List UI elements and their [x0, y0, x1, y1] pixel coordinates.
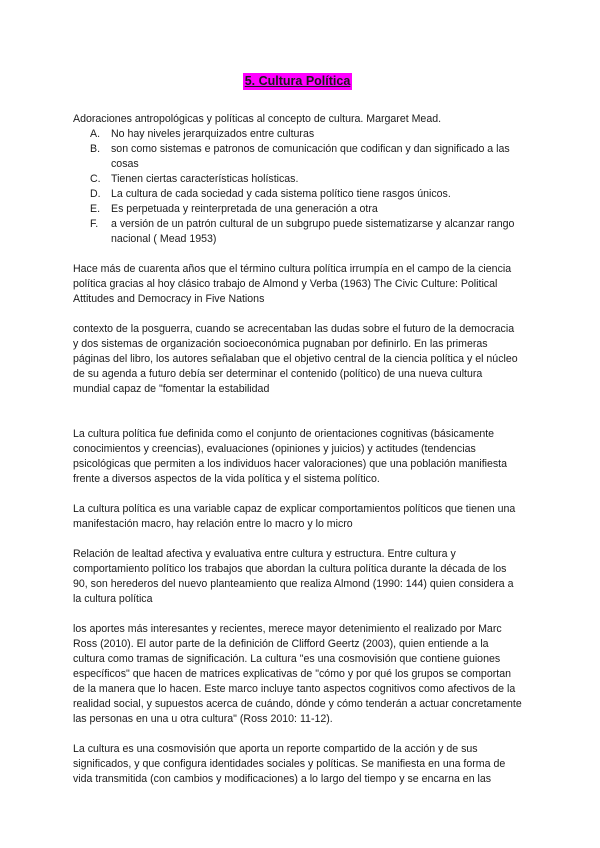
paragraph-ross: los aportes más interesantes y recientes, merece mayor detenimiento el realizado por Marc Ross (2010). El autor parte de la definición de Clifford Geertz (2003), quien entiende a la cultura como tramas de significación. La cultura "es una cosmovisión que contiene guiones específicos" que hacen de matrices explicativas de "cómo y por qué los grupos se comportan de la manera que lo hacen. Este marco incluye tanto aspectos cognitivos como afectivos de la realidad social, y supuestos acerca de cuándo, dónde y cómo tenderán a actuar concretamente las personas en una u otra cultura" (Ross 2010: 11-12). [73, 623, 522, 725]
paragraph-posguerra: contexto de la posguerra, cuando se acrecentaban las dudas sobre el futuro de la democracia y dos sistemas de organización socioeconómica pugnaban por definirlo. En las primeras páginas del libro, los autores señalaban que el objetivo central de la ciencia política y el núcleo de su agenda a futuro debía ser determinar el contenido (político) de una nueva cultura mundial capaz de "fomentar la estabilidad [73, 323, 518, 395]
paragraph-definicion: La cultura política fue definida como el conjunto de orientaciones cognitivas (básicamente conocimientos y creencias), evaluaciones (opiniones y juicios) y actitudes (tendencias psicológicas que permiten a los individuos hacer valoraciones) que una población manifiesta frente a diversos aspectos de la vida política y el sistema político. [73, 428, 508, 485]
title-wrap [73, 72, 522, 90]
paragraph-cosmovision: La cultura es una cosmovisión que aporta un reporte compartido de la acción y de sus significados, y que configura identidades sociales y políticas. Se manifiesta en una forma de vida transmitida (con cambios y modificaciones) a lo largo del tiempo y se encarna en las [73, 743, 506, 785]
paragraph-lealtad: Relación de lealtad afectiva y evaluativa entre cultura y estructura. Entre cultura y comportamiento político los trabajos que abordan la cultura política durante la década de los 90, son herederos del nuevo planteamiento que realiza Almond (1990: 144) quien considera a la cultura política [73, 548, 514, 605]
list-item: E. Es perpetuada y reinterpretada de una generación a otra [90, 203, 378, 215]
list-item: A. No hay niveles jerarquizados entre culturas [90, 128, 315, 140]
list-item: D. La cultura de cada sociedad y cada sistema político tiene rasgos únicos. [90, 188, 451, 200]
paragraph-variable: La cultura política es una variable capaz de explicar comportamientos políticos que tienen una manifestación macro, hay relación entre lo macro y lo micro [73, 503, 516, 530]
list-item: C. Tienen ciertas características holísticas. [90, 173, 299, 185]
list-item: B. son como sistemas e patronos de comunicación que codifican y dan significado a las cosas [90, 143, 510, 170]
intro-paragraph: Adoraciones antropológicas y políticas al concepto de cultura. Margaret Mead. [73, 113, 442, 125]
mead-list [73, 127, 522, 247]
page-title: 5. Cultura Política [244, 74, 351, 88]
list-item: F. a versión de un patrón cultural de un subgrupo puede sistematizarse y alcanzar rango nacional ( Mead 1953) [90, 218, 515, 245]
paragraph-almond-verba: Hace más de cuarenta años que el término cultura política irrumpía en el campo de la ciencia política gracias al hoy clásico trabajo de Almond y Verba (1963) The Civic Culture: Political Attitudes and Democracy in Five Nations [73, 263, 512, 305]
